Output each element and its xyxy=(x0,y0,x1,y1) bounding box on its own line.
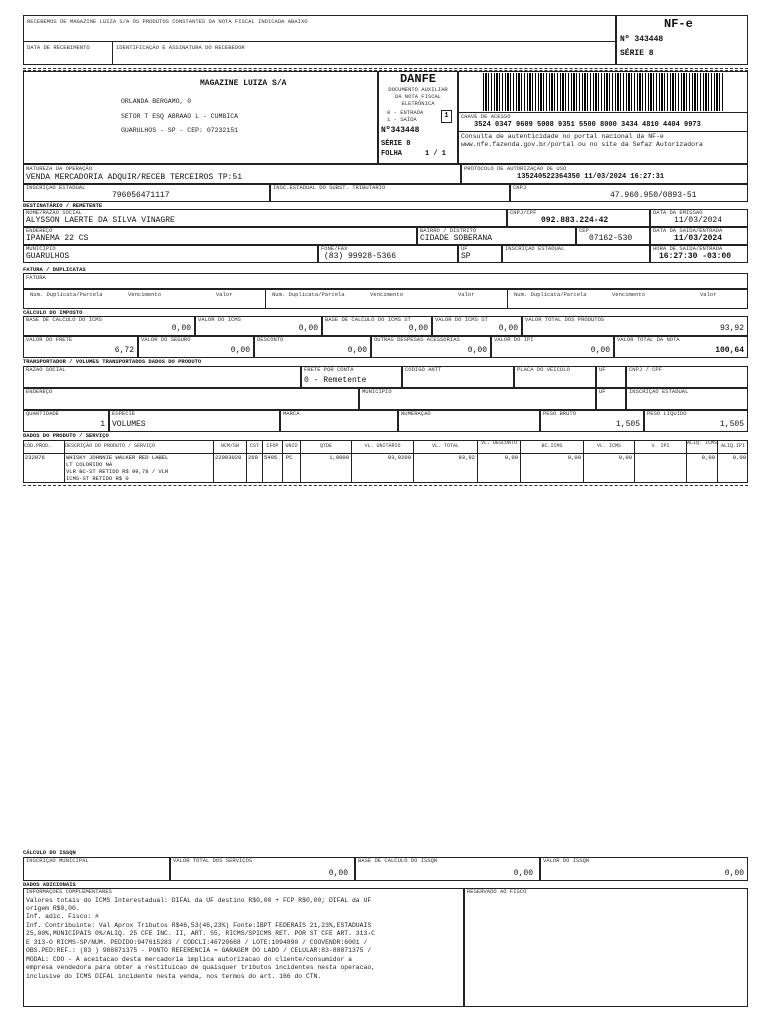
row-cod: 232076 xyxy=(25,454,45,461)
row-aliq-icms: 0,00 xyxy=(701,454,715,461)
reservado-box xyxy=(464,888,748,1007)
ipi: 0,00 xyxy=(590,346,610,355)
fatura-section: FATURA / DUPLICATAS xyxy=(23,266,86,273)
transp-placa-label: PLACA DO VEÍCULO xyxy=(517,366,570,373)
dest-bairro: CIDADE SOBERANA xyxy=(420,234,493,243)
v-icms-label: VALOR DO ICMS xyxy=(198,316,241,323)
issqn-bc: 0,00 xyxy=(513,869,533,878)
dup-div-2 xyxy=(507,289,508,309)
dest-nome-label: NOME/RAZÃO SOCIAL xyxy=(26,209,83,216)
v-st-label: VALOR DO ICMS ST xyxy=(435,316,488,323)
th-cfop: CFOP xyxy=(266,443,279,449)
danfe-sub2: DA NOTA FISCAL xyxy=(394,93,442,100)
transp-bruto: 1,505 xyxy=(615,420,640,429)
info-line-2: origem R$0,00. xyxy=(26,905,80,912)
transp-qtd: 1 xyxy=(100,420,105,429)
transp-ie-label: INSCRIÇÃO ESTADUAL xyxy=(629,388,689,395)
cnpj-label: CNPJ xyxy=(513,184,527,191)
dest-bairro-label: BAIRRO / DISTRITO xyxy=(420,227,477,234)
transp-especie-label: ESPÉCIE xyxy=(112,410,136,417)
outras: 0,00 xyxy=(467,346,487,355)
row-desc-2: LT COLORIDO NA xyxy=(66,461,113,468)
canhoto-numero: Nº 343448 xyxy=(620,35,664,44)
natureza-value: VENDA MERCADORIA ADQUIR/RECEB TERCEIROS TP:51 xyxy=(26,173,243,182)
canhoto-divider-v xyxy=(112,41,113,65)
canhoto-text: RECEBEMOS DE MAGAZINE LUIZA S/A OS PRODUTOS CONSTANTES DA NOTA FISCAL INDICADA ABAIXO xyxy=(27,18,308,25)
dest-saida-label: DATA DA SAÍDA/ENTRADA xyxy=(653,227,723,234)
transp-uf2-label: UF xyxy=(599,388,606,395)
dup-valor-1: Valor xyxy=(216,291,233,298)
danfe-saida: 1 - SAÍDA xyxy=(387,116,417,123)
transp-qtd-label: QUANTIDADE xyxy=(26,410,60,417)
row-vdesc: 0,00 xyxy=(504,454,518,461)
danfe-sub3: ELETRÔNICA xyxy=(401,100,435,107)
transp-antt-label: CÓDIGO ANTT xyxy=(405,366,442,373)
dest-emissao: 11/03/2024 xyxy=(674,216,723,225)
emitente-nome: MAGAZINE LUIZA S/A xyxy=(200,79,287,88)
danfe-folha-label: FOLHA xyxy=(381,150,403,158)
bc-st-label: BASE DE CÁLCULO DO ICMS ST xyxy=(325,316,411,323)
dest-hora: 16:27:30 -03:00 xyxy=(659,252,732,261)
produtos-end-line xyxy=(23,485,748,486)
issqn-valor-label: VALOR DO ISSQN xyxy=(543,857,590,864)
fatura-box xyxy=(23,273,748,289)
dup-div-1 xyxy=(265,289,266,309)
row-qtde: 1,0000 xyxy=(329,454,349,461)
info-line-9: empresa vendedora para obter a restituicao de quaisquer tributos incidentes nesta operacao, xyxy=(26,964,375,971)
danfe-title: DANFE xyxy=(399,72,436,86)
th-cod: CÓD.PROD. xyxy=(24,443,52,449)
danfe-sub1: DOCUMENTO AUXILIAR xyxy=(388,86,448,93)
th-vipi: V. IPI xyxy=(651,443,670,449)
dup-num-2: Num. Duplicata/Parcela xyxy=(272,291,345,298)
transp-bruto-label: PESO BRUTO xyxy=(543,410,577,417)
info-line-5: 25,00%,MUNICIPAIS 0%/ALIQ. 25 CFE INC. II, ART. 55, RICMS/SPICMS RET. POR ST CFE ART. 313-C xyxy=(26,930,375,937)
dest-cpf-label: CNPJ/CPF xyxy=(510,209,537,216)
row-desc-1: WHISKY JOHNNIE WALKER RED LABEL xyxy=(66,454,169,461)
transp-frete-label: FRETE POR CONTA xyxy=(304,366,354,373)
danfe-serie: SÉRIE 8 xyxy=(381,140,411,148)
cnpj-value: 47.960.950/0893-51 xyxy=(610,191,697,200)
th-cst: CST xyxy=(249,443,259,449)
row-unid: PC xyxy=(286,454,293,461)
adicionais-section: DADOS ADICIONAIS xyxy=(23,881,76,888)
seguro: 0,00 xyxy=(230,346,250,355)
outras-label: OUTRAS DESPESAS ACESSÓRIAS xyxy=(374,336,460,343)
row-vicms: 0,00 xyxy=(618,454,632,461)
dest-cpf: 092.883.224-42 xyxy=(541,216,609,225)
row-cfop: 5405 xyxy=(264,454,278,461)
dest-uf: SP xyxy=(461,252,471,261)
col-div-13 xyxy=(686,440,687,483)
transp-endereco-label: ENDEREÇO xyxy=(26,388,53,395)
th-desc: DESCRIÇÃO DO PRODUTO / SERVIÇO xyxy=(65,443,156,449)
transp-cnpj-label: CNPJ / CPF xyxy=(629,366,663,373)
row-bc: 0,00 xyxy=(567,454,581,461)
dest-uf-label: UF xyxy=(461,245,468,252)
info-line-3: Inf. adic. Fisco: # xyxy=(26,913,99,920)
info-line-6: E 313-O RICMS-SP/NUM. PEDIDO:947615283 / CODCLI:46720668 / LOTE:1094890 / COOVENDR:6001 / xyxy=(26,939,368,946)
barcode xyxy=(483,73,723,111)
issqn-im-label: INSCRIÇÃO MUNICIPAL xyxy=(26,857,89,864)
danfe-numero: Nº343448 xyxy=(381,126,420,135)
bc-icms-label: BASE DE CÁLCULO DO ICMS xyxy=(26,316,102,323)
th-vunit: VL. UNITÁRIO xyxy=(364,443,401,449)
issqn-bc-label: BASE DE CÁLCULO DO ISSQN xyxy=(358,857,438,864)
info-line-1: Valores totais do ICMS Interestadual: DIFAL da UF destino R$0,00 + FCP R$0,00; DIFAL da UF xyxy=(26,897,372,904)
destinatario-section: DESTINATÁRIO / REMETENTE xyxy=(23,202,103,209)
emitente-linha3: GUARULHOS - SP - CEP: 07232151 xyxy=(121,127,239,134)
transp-especie: VOLUMES xyxy=(112,420,146,429)
th-unid: UNID xyxy=(285,443,298,449)
chave-label: CHAVE DE ACESSO xyxy=(461,113,511,120)
th-ncm: NCM/SH xyxy=(220,443,239,449)
th-vdesc: VL. DESCONTO xyxy=(480,440,517,446)
row-cst: 260 xyxy=(248,454,258,461)
dest-fone-label: FONE/FAX xyxy=(321,245,348,252)
assinatura-label: IDENTIFICAÇÃO E ASSINATURA DO RECEBEDOR xyxy=(116,44,245,51)
issqn-valor: 0,00 xyxy=(724,869,744,878)
total: 100,64 xyxy=(715,346,744,355)
row-desc-4: ICMS-ST RETIDO R$ 0 xyxy=(66,475,129,482)
natureza-label: NATUREZA DA OPERAÇÃO xyxy=(26,165,93,172)
issqn-servicos-label: VALOR TOTAL DOS SERVIÇOS xyxy=(173,857,253,864)
dup-venc-3: Vencimento xyxy=(612,291,646,298)
transp-municipio-box xyxy=(359,388,596,410)
ie-value: 796056471117 xyxy=(112,191,170,200)
dest-saida: 11/03/2024 xyxy=(674,234,723,243)
transp-liquido: 1,505 xyxy=(719,420,744,429)
row-ncm: 22083020 xyxy=(215,454,242,461)
info-line-4: Inf. Contribuinte: Val Aprox Tributos R$46,53(46,23%) Fonte:IBPT FEDERAIS 21,23%,ESTADUAIS xyxy=(26,922,372,929)
chave-consulta: Consulta de autenticidade no portal nacional da NF-e www.nfe.fazenda.gov.br/portal ou no site da Sefaz Autorizadora xyxy=(461,133,703,148)
dup-venc-1: Vencimento xyxy=(128,291,162,298)
col-div-9 xyxy=(477,440,478,483)
dest-ie-label: INSCRIÇÃO ESTADUAL xyxy=(505,245,565,252)
data-recebimento-label: DATA DE RECEBIMENTO xyxy=(27,44,90,51)
frete-label: VALOR DO FRETE xyxy=(26,336,73,343)
dup-num-1: Num. Duplicata/Parcela xyxy=(30,291,103,298)
row-vunit: 93,9200 xyxy=(387,454,411,461)
dest-municipio-label: MUNICÍPIO xyxy=(26,245,56,252)
th-vicms: VL. ICMS xyxy=(596,443,621,449)
dest-cep-label: CEP xyxy=(579,227,589,234)
v-icms: 0,00 xyxy=(298,324,318,333)
dest-endereco-label: ENDEREÇO xyxy=(26,227,53,234)
chave-divider-2 xyxy=(458,131,748,132)
canhoto-serie: SÉRIE 8 xyxy=(620,49,654,58)
dest-nome: ALYSSON LAERTE DA SILVA VINAGRE xyxy=(26,216,175,225)
fatura-label: FATURA xyxy=(26,274,46,281)
protocolo-value: 135240522364350 11/03/2024 16:27:31 xyxy=(517,173,665,181)
info-line-7: OBS.PED:REF.: (83 ) 988871375 - PONTO REFERENCIA = GARAGEM DO LADO / CELULAR:83-88871375 / xyxy=(26,947,372,954)
desconto: 0,00 xyxy=(347,346,367,355)
produtos-section: DADOS DO PRODUTO / SERVIÇO xyxy=(23,432,109,439)
th-aliq-ipi: ALIQ.IPI xyxy=(720,443,745,449)
ie-label: INSCRIÇÃO ESTADUAL xyxy=(26,184,86,191)
dest-fone: (83) 99928-5366 xyxy=(324,252,397,261)
issqn-servicos: 0,00 xyxy=(328,869,348,878)
transp-razao-label: RAZÃO SOCIAL xyxy=(26,366,66,373)
transp-marca-label: MARCA xyxy=(283,410,300,417)
th-bc: BC.ICMS xyxy=(541,443,563,449)
transp-frete: 0 - Remetente xyxy=(304,376,367,385)
row-desc-3: VLR BC-ST RETIDO R$ 99,78 / VLR xyxy=(66,468,169,475)
danfe-entrada: 0 - ENTRADA xyxy=(387,109,424,116)
transp-liquido-label: PESO LÍQUIDO xyxy=(647,410,687,417)
danfe-folha: 1 / 1 xyxy=(425,150,447,158)
desconto-label: DESCONTO xyxy=(257,336,284,343)
ipi-label: VALOR DO IPI xyxy=(494,336,534,343)
issqn-section: CÁLCULO DO ISSQN xyxy=(23,849,76,856)
dest-municipio: GUARULHOS xyxy=(26,252,70,261)
v-st: 0,00 xyxy=(498,324,518,333)
dest-cep: 07162-530 xyxy=(589,234,633,243)
dest-endereco: IPANEMA 22 CS xyxy=(26,234,89,243)
danfe-tipo: 1 xyxy=(444,112,449,120)
transp-uf-label: UF xyxy=(599,366,606,373)
danfe-tipo-box xyxy=(441,110,452,123)
chave-value: 3524 0347 9609 5008 9351 5500 8000 3434 4810 4404 9973 xyxy=(474,121,701,129)
seguro-label: VALOR DO SEGURO xyxy=(141,336,191,343)
v-prod: 93,92 xyxy=(719,324,744,333)
canhoto-nfe-title: NF-e xyxy=(664,17,693,31)
th-aliq-icms: ALIQ. ICMS xyxy=(687,440,718,446)
dup-valor-3: Valor xyxy=(700,291,717,298)
row-vtotal: 93,92 xyxy=(458,454,475,461)
info-line-8: MODAL: CDO - A aceitacao desta mercadoria implica autorizacao do cliente/consumidor a xyxy=(26,956,352,963)
bc-icms: 0,00 xyxy=(171,324,191,333)
transporte-section: TRANSPORTADOR / VOLUMES TRANSPORTADOS DADOS DO PRODUTO xyxy=(23,358,202,365)
frete: 6,72 xyxy=(114,346,134,355)
v-prod-label: VALOR TOTAL DOS PRODUTOS xyxy=(525,316,605,323)
th-vtotal: VL. TOTAL xyxy=(431,443,459,449)
transp-municipio-label: MUNICÍPIO xyxy=(362,388,392,395)
transp-numeracao-label: NUMERAÇÃO xyxy=(401,410,431,417)
info-label: INFORMAÇÕES COMPLEMENTARES xyxy=(26,888,112,895)
ie-st-label: INSC.ESTADUAL DO SUBST. TRIBUTÁRIO xyxy=(273,184,386,191)
dest-emissao-label: DATA DA EMISSÃO xyxy=(653,209,703,216)
info-line-10: inclusive do ICMS DIFAL incidente nesta venda, nos termos do art. 166 do CTN. xyxy=(26,973,322,980)
bc-st: 0,00 xyxy=(408,324,428,333)
cut-line xyxy=(23,68,748,69)
dup-valor-2: Valor xyxy=(458,291,475,298)
total-label: VALOR TOTAL DA NOTA xyxy=(617,336,680,343)
imposto-section: CÁLCULO DO IMPOSTO xyxy=(23,309,83,316)
emitente-linha2: SETOR T ESQ ABRAAO L - CUMBICA xyxy=(121,113,239,120)
th-qtde: QTDE xyxy=(319,443,332,449)
row-aliq-ipi: 0,00 xyxy=(732,454,746,461)
dup-num-3: Num. Duplicata/Parcela xyxy=(514,291,587,298)
transp-endereco-box xyxy=(23,388,359,410)
dest-hora-label: HORA DE SAÍDA/ENTRADA xyxy=(653,245,723,252)
dup-venc-2: Vencimento xyxy=(370,291,404,298)
protocolo-label: PROTOCOLO DE AUTORIZAÇÃO DE USO xyxy=(464,165,567,172)
reservado-label: RESERVADO AO FISCO xyxy=(467,888,527,895)
emitente-linha1: ORLANDA BERGAMO, 0 xyxy=(121,98,192,105)
